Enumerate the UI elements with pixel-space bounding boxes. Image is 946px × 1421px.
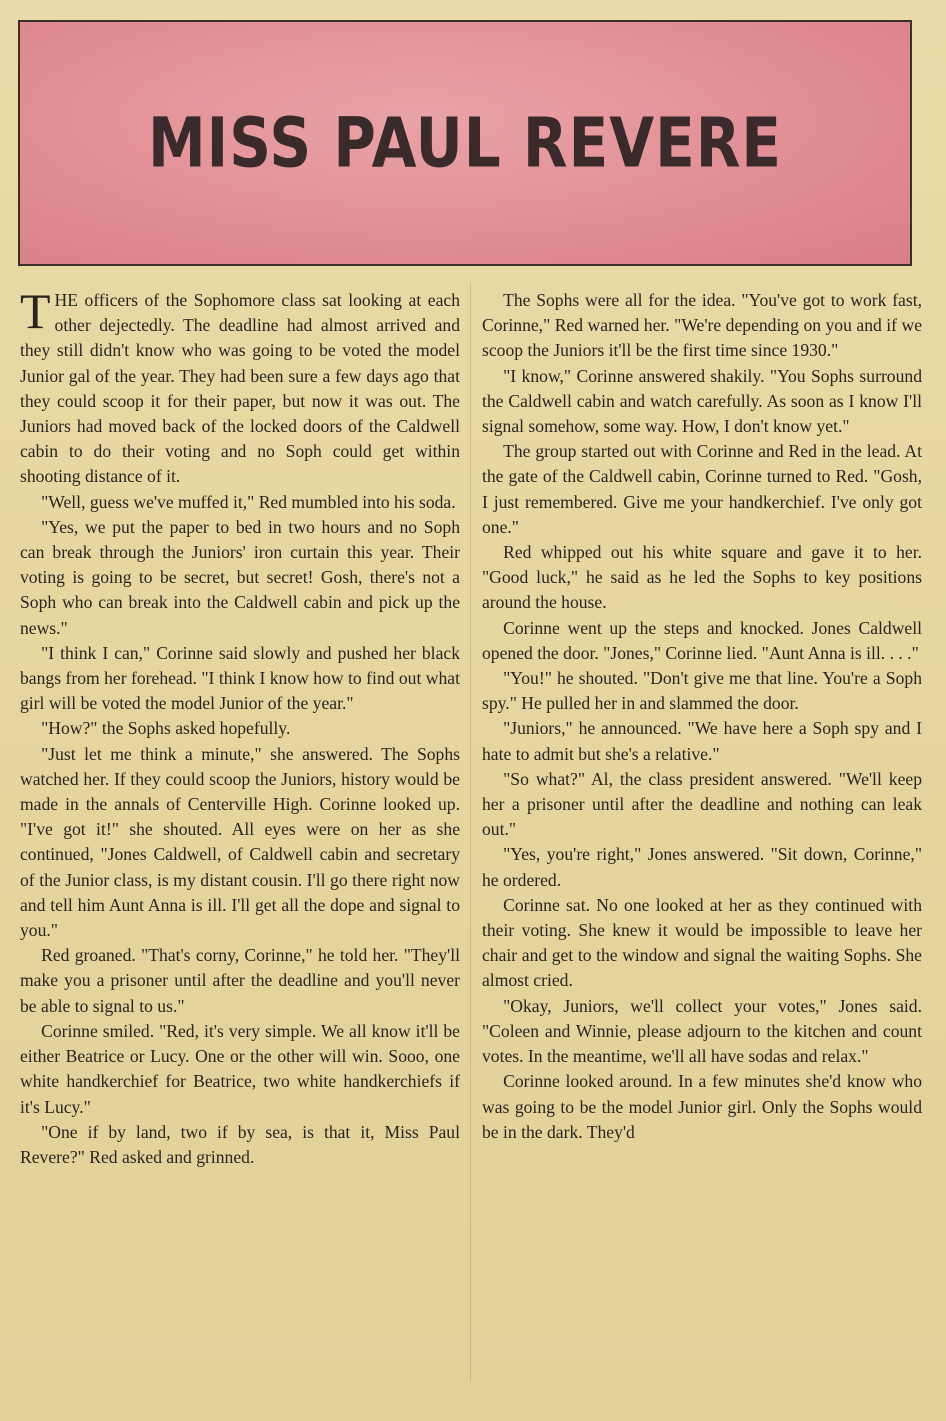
paragraph-right-7: "Juniors," he announced. "We have here a Soph spy and I hate to admit but she's a relative.": [482, 718, 922, 764]
paragraph-left-7: Corinne smiled. "Red, it's very simple. We all know it'll be either Beatrice or Lucy. One or the other will win. Sooo, one white handkerchief for Beatrice, two white handkerchiefs if it's Lucy.": [20, 1020, 460, 1117]
paragraph-left-4: "How?" the Sophs asked hopefully.: [41, 718, 291, 739]
paragraph-right-6: "You!" he shouted. "Don't give me that line. You're a Soph spy." He pulled her in and slammed the door.: [482, 668, 922, 714]
paragraph-right-8: "So what?" Al, the class president answered. "We'll keep her a prisoner until after the deadline and nothing can leak out.": [482, 768, 922, 840]
story-title: MISS PAUL REVERE: [147, 102, 783, 184]
paragraph-right-12: Corinne looked around. In a few minutes she'd know who was going to be the model Junior girl. Only the Sophs would be in the dark. They'd: [482, 1071, 922, 1142]
paragraph-left-3: "I think I can," Corinne said slowly and pushed her black bangs from her forehead. "I think I know how to find out what girl will be voted the model Junior of the year.": [20, 642, 460, 714]
paragraph-left-6: Red groaned. "That's corny, Corinne," he told her. "They'll make you a prisoner until after the deadline and you'll never be able to signal to us.": [20, 945, 460, 1016]
paragraph-right-5: Corinne went up the steps and knocked. Jones Caldwell opened the door. "Jones," Corinne lied. "Aunt Anna is ill. . . .": [482, 617, 922, 663]
paragraph-left-8: "One if by land, two if by sea, is that it, Miss Paul Revere?" Red asked and grinned.: [20, 1121, 460, 1167]
opening-paragraph-text: HE officers of the Sophomore class sat looking at each other dejectedly. The deadline had almost arrived and they still didn't know who was going to be voted the model Junior gal of the year. They had been sure a few days ago that they could scoop it for their paper, but now it was out. The Juniors had moved back of the locked doors of the Caldwell cabin to do their voting and no Soph could get within shooting distance of it.: [20, 290, 460, 487]
paragraph-right-11: "Okay, Juniors, we'll collect your votes," Jones said. "Coleen and Winnie, please adjourn to the kitchen and count votes. In the meantime, we'll all have sodas and relax.": [482, 995, 922, 1067]
paragraph-right-3: The group started out with Corinne and Red in the lead. At the gate of the Caldwell cabin, Corinne turned to Red. "Gosh, I just remembered. Give me your handkerchief. I've only got one.": [482, 441, 922, 537]
paragraph-right-10: Corinne sat. No one looked at her as they continued with their voting. She knew it would be impossible to leave her chair and get to the window and signal the waiting Sophs. She almost cried.: [482, 894, 922, 991]
column-divider: [470, 282, 471, 1382]
paragraph-right-4: Red whipped out his white square and gave it to her. "Good luck," he said as he led the Sophs to key positions around the house.: [482, 542, 922, 613]
paragraph-right-2: "I know," Corinne answered shakily. "You Sophs surround the Caldwell cabin and watch carefully. As soon as I know I'll signal somehow, some way. How, I don't know yet.": [482, 365, 922, 437]
paragraph-right-1: The Sophs were all for the idea. "You've got to work fast, Corinne," Red warned her. "We're depending on you and if we scoop the Juniors it'll be the first time since 1930.": [482, 290, 922, 361]
paragraph-right-9: "Yes, you're right," Jones answered. "Sit down, Corinne," he ordered.: [482, 844, 922, 890]
paragraph-left-2: "Yes, we put the paper to bed in two hours and no Soph can break through the Juniors' iron curtain this year. Their voting is going to be secret, but secret! Gosh, there's not a Soph who can break into the Caldwell cabin and pick up the news.": [20, 516, 460, 638]
opening-paragraph: [20, 283, 460, 490]
left-column: [20, 283, 460, 1170]
drop-cap: T: [20, 283, 51, 339]
right-column: [482, 288, 922, 1145]
title-panel: [18, 20, 912, 266]
paragraph-left-5: "Just let me think a minute," she answered. The Sophs watched her. If they could scoop the Juniors, history would be made in the annals of Centerville High. Corinne looked up. "I've got it!" she shouted. All eyes were on her as she continued, "Jones Caldwell, of Caldwell cabin and secretary of the Junior class, is my distant cousin. I'll go there right now and tell him Aunt Anna is ill. I'll get all the dope and signal to you.": [20, 743, 460, 941]
paragraph-left-1: "Well, guess we've muffed it," Red mumbled into his soda.: [41, 491, 456, 512]
